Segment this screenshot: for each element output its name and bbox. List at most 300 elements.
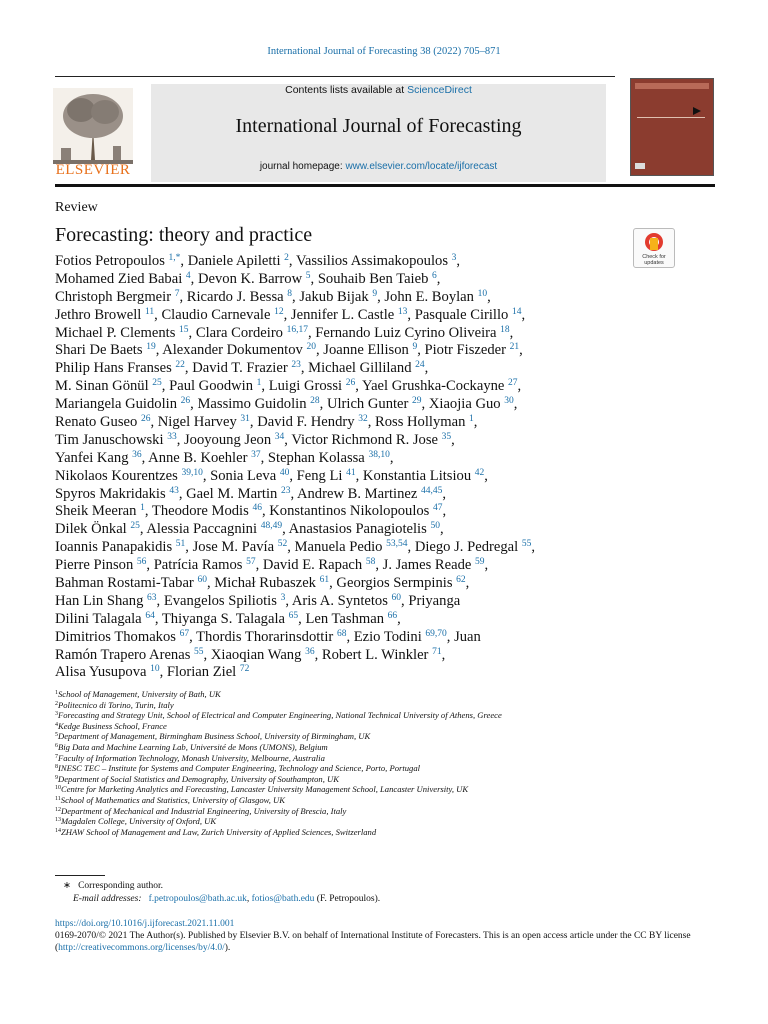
affiliation-item xyxy=(55,795,715,806)
author-separator: , xyxy=(146,557,154,574)
author-separator: , xyxy=(141,449,149,466)
author-separator: , xyxy=(401,592,409,609)
author-name: Sheik Meeran xyxy=(55,503,141,520)
author-affiliation-ref[interactable]: 18 xyxy=(500,324,510,335)
author-affiliation-ref[interactable]: 34 xyxy=(274,431,285,442)
author-line xyxy=(55,342,630,360)
author-name: Anne B. Koehler xyxy=(148,449,252,466)
email-link-2[interactable]: fotios@bath.edu xyxy=(251,893,315,904)
author-affiliation-ref[interactable]: 55 xyxy=(521,539,532,550)
author-separator: , xyxy=(203,646,211,663)
author-affiliation-ref[interactable]: 26 xyxy=(140,414,151,425)
author-separator: , xyxy=(531,539,535,556)
author-affiliation-ref[interactable]: 57 xyxy=(246,557,256,568)
author-affiliation-ref[interactable]: 25 xyxy=(152,378,162,389)
author-separator: , xyxy=(285,592,292,609)
author-affiliation-ref[interactable]: 9 xyxy=(412,342,418,353)
author-separator: , xyxy=(290,485,297,502)
affiliation-text: Centre for Marketing Analytics and Forecasting, Lancaster University Management School, Lancaster University, UK xyxy=(61,784,469,795)
author-affiliation-ref[interactable]: 64 xyxy=(145,610,155,621)
author-name: Nikolaos Kourentzes xyxy=(55,467,182,484)
author-affiliation-ref[interactable]: 1 xyxy=(140,503,145,514)
author-affiliation-ref[interactable]: 9 xyxy=(372,288,378,299)
author-name: Fotios Petropoulos xyxy=(55,253,169,269)
author-separator: , xyxy=(289,467,297,484)
author-line xyxy=(55,647,630,665)
author-name: Juan xyxy=(454,628,481,645)
author-separator: , xyxy=(346,628,354,645)
author-name: Michał Rubaszek xyxy=(214,575,320,592)
author-separator: , xyxy=(484,467,488,484)
author-affiliation-ref[interactable]: 6 xyxy=(432,270,437,281)
author-line xyxy=(55,629,630,647)
author-separator: , xyxy=(417,342,425,359)
author-affiliation-ref[interactable]: 35 xyxy=(441,431,452,442)
author-name: Florian Ziel xyxy=(166,664,240,681)
author-separator: , xyxy=(329,575,337,592)
author-name: Stephan Kolassa xyxy=(267,449,369,466)
homepage-link[interactable]: www.elsevier.com/locate/ijforecast xyxy=(345,161,498,172)
author-name: Jakub Bijak xyxy=(299,288,373,305)
author-affiliation-ref[interactable]: 3 xyxy=(451,253,457,263)
author-separator: , xyxy=(176,431,184,448)
author-affiliation-ref[interactable]: 53,54 xyxy=(386,539,408,550)
affiliation-text: Department of Social Statistics and Demography, University of Southampton, UK xyxy=(58,773,339,784)
author-line xyxy=(55,307,630,325)
affiliation-text: School of Mathematics and Statistics, University of Glasgow, UK xyxy=(60,794,285,805)
author-name: M. Sinan Gönül xyxy=(55,378,153,395)
author-name: Xiaojia Guo xyxy=(428,396,505,413)
author-separator: , xyxy=(283,306,291,323)
author-separator: , xyxy=(456,253,461,269)
author-name: Pierre Pinson xyxy=(55,557,137,574)
author-name: Robert L. Winkler xyxy=(321,646,433,663)
author-line xyxy=(55,557,630,575)
author-affiliation-ref[interactable]: 68 xyxy=(336,628,347,639)
author-affiliation-ref[interactable]: 48,49 xyxy=(260,521,283,532)
author-name: David E. Rapach xyxy=(262,557,366,574)
affiliation-text: Kedge Business School, France xyxy=(58,720,167,731)
author-list xyxy=(55,253,630,682)
author-affiliation-ref[interactable]: 41 xyxy=(346,467,356,478)
author-separator: , xyxy=(442,503,447,520)
author-name: Sonia Leva xyxy=(210,467,280,484)
affiliation-number: 7 xyxy=(55,753,58,760)
author-separator: , xyxy=(144,503,152,520)
author-separator: , xyxy=(424,360,429,377)
author-name: Jose M. Pavía xyxy=(192,539,278,556)
author-affiliation-ref[interactable]: 31 xyxy=(240,414,250,425)
author-name: Victor Richmond R. Jose xyxy=(291,431,442,448)
author-separator: , xyxy=(282,521,289,538)
author-affiliation-ref[interactable]: 43 xyxy=(169,485,179,496)
author-name: Shari De Baets xyxy=(55,342,147,359)
author-name: David T. Frazier xyxy=(192,360,292,377)
affiliation-item xyxy=(55,721,715,732)
affiliation-text: Forecasting and Strategy Unit, School of Electrical and Computer Engineering, National Technical University of Athens, Greece xyxy=(58,710,502,721)
author-name: Yael Grushka-Cockayne xyxy=(362,378,509,395)
author-line xyxy=(55,539,630,557)
footnote-rule xyxy=(55,875,105,876)
author-separator: , xyxy=(436,270,441,287)
author-separator: , xyxy=(519,342,523,359)
author-line xyxy=(55,414,630,432)
author-affiliation-ref[interactable]: 11 xyxy=(144,306,155,317)
affiliation-text: Department of Mechanical and Industrial Engineering, University of Brescia, Italy xyxy=(61,805,347,816)
author-name: Christoph Bergmeir xyxy=(55,288,175,305)
author-affiliation-ref[interactable]: 28 xyxy=(310,396,320,407)
author-affiliation-ref[interactable]: 1,* xyxy=(168,253,181,263)
affiliation-text: INESC TEC – Institute for Systems and Computer Engineering, Technology and Science, Porto, Portugal xyxy=(58,763,421,774)
author-line xyxy=(55,253,630,271)
email-sep: , xyxy=(246,893,252,904)
author-separator: , xyxy=(190,270,198,287)
author-separator: , xyxy=(310,270,318,287)
author-affiliation-ref[interactable]: 26 xyxy=(180,396,191,407)
affiliation-number: 12 xyxy=(55,806,61,813)
author-affiliation-ref[interactable]: 36 xyxy=(132,449,142,460)
journal-banner xyxy=(151,84,606,182)
author-separator: , xyxy=(446,628,455,645)
journal-citation[interactable]: International Journal of Forecasting 38 (2022) 705–871 xyxy=(267,46,501,57)
footnote-marker: ∗ xyxy=(63,881,71,891)
affiliation-item xyxy=(55,700,715,711)
author-name: Jethro Browell xyxy=(55,306,145,323)
journal-cover-thumbnail[interactable] xyxy=(630,78,714,176)
author-name: Michael P. Clements xyxy=(55,324,180,341)
author-name: Xiaoqian Wang xyxy=(210,646,306,663)
author-affiliation-ref[interactable]: 59 xyxy=(475,557,485,568)
author-separator: , xyxy=(180,253,188,269)
author-name: Claudio Carnevale xyxy=(161,306,275,323)
affiliation-text: ZHAW School of Management and Law, Zurich University of Applied Sciences, Switzerland xyxy=(61,826,377,837)
author-affiliation-ref[interactable]: 19 xyxy=(146,342,156,353)
author-name: Yanfei Kang xyxy=(55,449,133,466)
author-line xyxy=(55,378,630,396)
author-affiliation-ref[interactable]: 36 xyxy=(305,646,315,657)
affiliation-item xyxy=(55,731,715,742)
author-separator: , xyxy=(441,646,446,663)
author-name: Evangelos Spiliotis xyxy=(163,592,281,609)
author-line xyxy=(55,575,630,593)
author-separator: , xyxy=(484,557,489,574)
author-affiliation-ref[interactable]: 55 xyxy=(194,646,204,657)
author-affiliation-ref[interactable]: 32 xyxy=(358,414,368,425)
affiliation-item xyxy=(55,806,715,817)
author-affiliation-ref[interactable]: 20 xyxy=(306,342,316,353)
author-separator: , xyxy=(261,378,269,395)
author-affiliation-ref[interactable]: 12 xyxy=(274,306,284,317)
author-name: Renato Guseo xyxy=(55,414,141,431)
author-separator: , xyxy=(314,646,322,663)
author-separator: , xyxy=(442,485,447,502)
affiliation-item xyxy=(55,784,715,795)
author-name: John E. Boylan xyxy=(384,288,478,305)
affiliation-text: Big Data and Machine Learning Lab, Université de Mons (UMONS), Belgium xyxy=(58,741,328,752)
author-separator: , xyxy=(202,467,211,484)
license-body: 0169-2070/© 2021 The Author(s). Published by Elsevier B.V. on behalf of International Institute of Forecasters. This is an open access article under the CC BY license ( xyxy=(55,931,691,953)
crossmark-label-2: updates xyxy=(644,260,664,266)
author-separator: , xyxy=(189,628,197,645)
affiliation-item xyxy=(55,753,715,764)
author-name: Luigi Grossi xyxy=(268,378,346,395)
affiliation-number: 4 xyxy=(55,721,58,728)
email-label: E-mail addresses: xyxy=(73,893,142,904)
author-separator: , xyxy=(284,431,292,448)
author-name: Clara Cordeiro xyxy=(195,324,287,341)
author-name: Massimo Guidolin xyxy=(197,396,311,413)
contents-prefix: Contents lists available at xyxy=(285,84,408,96)
author-name: Vassilios Assimakopoulos xyxy=(295,253,452,269)
author-name: Dilek Önkal xyxy=(55,521,131,538)
author-name: Souhaib Ben Taieb xyxy=(317,270,433,287)
author-name: Spyros Makridakis xyxy=(55,485,170,502)
author-name: Thiyanga S. Talagala xyxy=(161,610,289,627)
affiliation-item xyxy=(55,816,715,827)
author-affiliation-ref[interactable]: 37 xyxy=(251,449,261,460)
author-affiliation-ref[interactable]: 24 xyxy=(415,360,425,371)
author-affiliation-ref[interactable]: 33 xyxy=(167,431,177,442)
sciencedirect-link[interactable]: ScienceDirect xyxy=(407,84,472,96)
author-name: Paul Goodwin xyxy=(169,378,257,395)
author-line xyxy=(55,521,630,539)
author-separator: , xyxy=(389,449,394,466)
crossmark-label-1: Check for xyxy=(642,254,666,260)
author-affiliation-ref[interactable]: 44,45 xyxy=(420,485,443,496)
author-affiliation-ref[interactable]: 58 xyxy=(365,557,376,568)
author-name: Gael M. Martin xyxy=(186,485,281,502)
author-name: Michael Gilliland xyxy=(308,360,416,377)
author-affiliation-ref[interactable]: 63 xyxy=(147,592,157,603)
author-affiliation-ref[interactable]: 13 xyxy=(397,306,408,317)
homepage-prefix: journal homepage: xyxy=(259,161,346,172)
author-affiliation-ref[interactable]: 62 xyxy=(456,575,466,586)
author-separator: , xyxy=(156,592,164,609)
author-separator: , xyxy=(260,449,268,466)
email-note xyxy=(63,893,713,906)
author-affiliation-ref[interactable]: 10 xyxy=(477,288,488,299)
homepage-line xyxy=(151,161,606,172)
author-affiliation-ref[interactable]: 67 xyxy=(179,628,190,639)
author-separator: , xyxy=(407,539,415,556)
license-end: ). xyxy=(224,943,231,953)
affiliation-item xyxy=(55,710,715,721)
author-name: Alisa Yusupova xyxy=(55,664,151,681)
author-separator: , xyxy=(308,324,316,341)
author-affiliation-ref[interactable]: 60 xyxy=(391,592,402,603)
author-affiliation-ref[interactable]: 72 xyxy=(239,664,250,675)
author-separator: , xyxy=(161,378,170,395)
author-affiliation-ref[interactable]: 56 xyxy=(136,557,147,568)
author-name: Diego J. Pedregal xyxy=(414,539,522,556)
author-name: Jooyoung Jeon xyxy=(183,431,275,448)
author-affiliation-ref[interactable]: 39,10 xyxy=(181,467,203,478)
author-name: Jennifer L. Castle xyxy=(290,306,398,323)
email-link-1[interactable]: f.petropoulos@bath.ac.uk xyxy=(148,893,247,904)
author-separator: , xyxy=(315,342,324,359)
author-name: Aris A. Syntetos xyxy=(291,592,392,609)
author-line xyxy=(55,360,630,378)
author-affiliation-ref[interactable]: 29 xyxy=(412,396,422,407)
affiliation-text: Department of Management, Birmingham Business School, University of Birmingham, UK xyxy=(58,731,371,742)
footnote xyxy=(63,880,713,905)
author-name: Dilini Talagala xyxy=(55,610,146,627)
author-line xyxy=(55,271,630,289)
author-affiliation-ref[interactable]: 60 xyxy=(197,575,207,586)
author-affiliation-ref[interactable]: 4 xyxy=(185,270,191,281)
author-affiliation-ref[interactable]: 66 xyxy=(387,610,398,621)
doi-link[interactable]: https://doi.org/10.1016/j.ijforecast.2021.11.001 xyxy=(55,919,235,929)
affiliation-number: 11 xyxy=(55,795,61,802)
author-affiliation-ref[interactable]: 3 xyxy=(280,592,286,603)
affiliation-number: 6 xyxy=(55,742,58,749)
author-separator: , xyxy=(439,521,444,538)
author-separator: , xyxy=(513,396,518,413)
publisher-name: ELSEVIER xyxy=(55,162,131,178)
affiliation-list xyxy=(55,689,715,837)
author-affiliation-ref[interactable]: 2 xyxy=(284,253,289,263)
author-separator: , xyxy=(298,610,306,627)
author-separator: , xyxy=(292,288,300,305)
author-affiliation-ref[interactable]: 1 xyxy=(256,378,262,389)
author-affiliation-ref[interactable]: 47 xyxy=(433,503,443,514)
author-name: Andrew B. Martinez xyxy=(296,485,421,502)
author-separator: , xyxy=(421,396,429,413)
article-type: Review xyxy=(55,200,98,215)
author-affiliation-ref[interactable]: 38,10 xyxy=(368,449,390,460)
author-name: Konstantia Litsiou xyxy=(362,467,475,484)
author-affiliation-ref[interactable]: 46 xyxy=(252,503,262,514)
author-affiliation-ref[interactable]: 8 xyxy=(287,288,293,299)
author-separator: , xyxy=(150,414,158,431)
author-name: Alexander Dokumentov xyxy=(162,342,307,359)
author-name: Ezio Todini xyxy=(353,628,426,645)
author-affiliation-ref[interactable]: 22 xyxy=(175,360,185,371)
author-affiliation-ref[interactable]: 42 xyxy=(474,467,485,478)
author-name: Ross Hollyman xyxy=(374,414,470,431)
author-separator: , xyxy=(375,557,383,574)
affiliation-item xyxy=(55,774,715,785)
author-affiliation-ref[interactable]: 27 xyxy=(508,378,518,389)
author-line xyxy=(55,432,630,450)
author-name: Theodore Modis xyxy=(151,503,253,520)
author-name: Dimitrios Thomakos xyxy=(55,628,180,645)
check-for-updates-badge[interactable] xyxy=(633,228,675,268)
author-affiliation-ref[interactable]: 30 xyxy=(504,396,514,407)
author-name: Devon K. Barrow xyxy=(197,270,306,287)
author-separator: , xyxy=(188,324,196,341)
author-separator: , xyxy=(473,414,478,431)
author-name: Ioannis Panapakidis xyxy=(55,539,176,556)
author-name: Alessia Paccagnini xyxy=(146,521,261,538)
author-separator: , xyxy=(139,521,147,538)
author-separator: , xyxy=(185,539,193,556)
author-name: Philip Hans Franses xyxy=(55,360,176,377)
author-separator: , xyxy=(154,610,162,627)
author-affiliation-ref[interactable]: 15 xyxy=(179,324,189,335)
author-affiliation-ref[interactable]: 50 xyxy=(430,521,440,532)
author-affiliation-ref[interactable]: 10 xyxy=(150,664,160,675)
affiliation-number: 10 xyxy=(55,785,61,792)
author-name: Mariangela Guidolin xyxy=(55,396,181,413)
author-separator: , xyxy=(355,467,363,484)
author-affiliation-ref[interactable]: 16,17 xyxy=(286,324,308,335)
author-name: Patrícia Ramos xyxy=(153,557,247,574)
author-separator: , xyxy=(300,360,309,377)
affiliation-number: 14 xyxy=(55,827,61,834)
author-affiliation-ref[interactable]: 21 xyxy=(509,342,520,353)
author-affiliation-ref[interactable]: 51 xyxy=(175,539,186,550)
affiliation-number: 8 xyxy=(55,764,58,771)
author-name: Manuela Pedio xyxy=(294,539,387,556)
author-separator: , xyxy=(397,610,401,627)
top-rule xyxy=(55,76,615,77)
author-affiliation-ref[interactable]: 26 xyxy=(345,378,356,389)
affiliation-number: 13 xyxy=(55,817,61,824)
author-affiliation-ref[interactable]: 61 xyxy=(319,575,330,586)
author-affiliation-ref[interactable]: 23 xyxy=(280,485,291,496)
author-affiliation-ref[interactable]: 23 xyxy=(291,360,301,371)
author-line xyxy=(55,325,630,343)
author-affiliation-ref[interactable]: 65 xyxy=(288,610,299,621)
author-name: Joanne Ellison xyxy=(323,342,413,359)
author-name: Piotr Fiszeder xyxy=(424,342,510,359)
email-suffix: (F. Petropoulos). xyxy=(314,893,381,904)
author-affiliation-ref[interactable]: 25 xyxy=(130,521,140,532)
author-name: Nigel Harvey xyxy=(157,414,241,431)
author-separator: , xyxy=(190,396,198,413)
author-separator: , xyxy=(521,306,526,323)
affiliation-text: Magdalen College, University of Oxford, UK xyxy=(61,816,217,827)
author-name: Ramón Trapero Arenas xyxy=(55,646,195,663)
license-text xyxy=(55,930,715,954)
author-name: Feng Li xyxy=(296,467,347,484)
author-separator: , xyxy=(355,378,362,395)
affiliation-number: 3 xyxy=(55,711,58,718)
affiliation-text: Politecnico di Torino, Turin, Italy xyxy=(58,699,174,710)
affiliation-number: 2 xyxy=(55,700,58,707)
author-affiliation-ref[interactable]: 1 xyxy=(469,414,474,425)
license-link[interactable]: http://creativecommons.org/licenses/by/4.0/ xyxy=(58,943,225,953)
affiliation-text: School of Management, University of Bath, UK xyxy=(58,689,221,699)
author-separator: , xyxy=(155,342,163,359)
author-line xyxy=(55,593,630,611)
author-separator: , xyxy=(159,664,167,681)
author-affiliation-ref[interactable]: 5 xyxy=(305,270,311,281)
author-affiliation-ref[interactable]: 40 xyxy=(279,467,290,478)
author-separator: , xyxy=(178,485,187,502)
author-line xyxy=(55,468,630,486)
affiliation-number: 5 xyxy=(55,732,58,739)
author-name: Pasquale Cirillo xyxy=(414,306,512,323)
affiliation-number: 9 xyxy=(55,774,58,781)
corresponding-note xyxy=(63,880,713,893)
author-affiliation-ref[interactable]: 14 xyxy=(512,306,522,317)
affiliation-item xyxy=(55,689,715,700)
author-affiliation-ref[interactable]: 69,70 xyxy=(425,628,447,639)
author-affiliation-ref[interactable]: 52 xyxy=(277,539,288,550)
author-affiliation-ref[interactable]: 7 xyxy=(174,288,180,299)
author-affiliation-ref[interactable]: 71 xyxy=(432,646,442,657)
doi-block xyxy=(55,918,715,954)
author-name: Priyanga xyxy=(408,592,461,609)
journal-title: International Journal of Forecasting xyxy=(235,115,522,137)
author-separator: , xyxy=(407,306,415,323)
author-separator: , xyxy=(179,288,187,305)
author-line xyxy=(55,396,630,414)
author-separator: , xyxy=(377,288,385,305)
author-line xyxy=(55,486,630,504)
